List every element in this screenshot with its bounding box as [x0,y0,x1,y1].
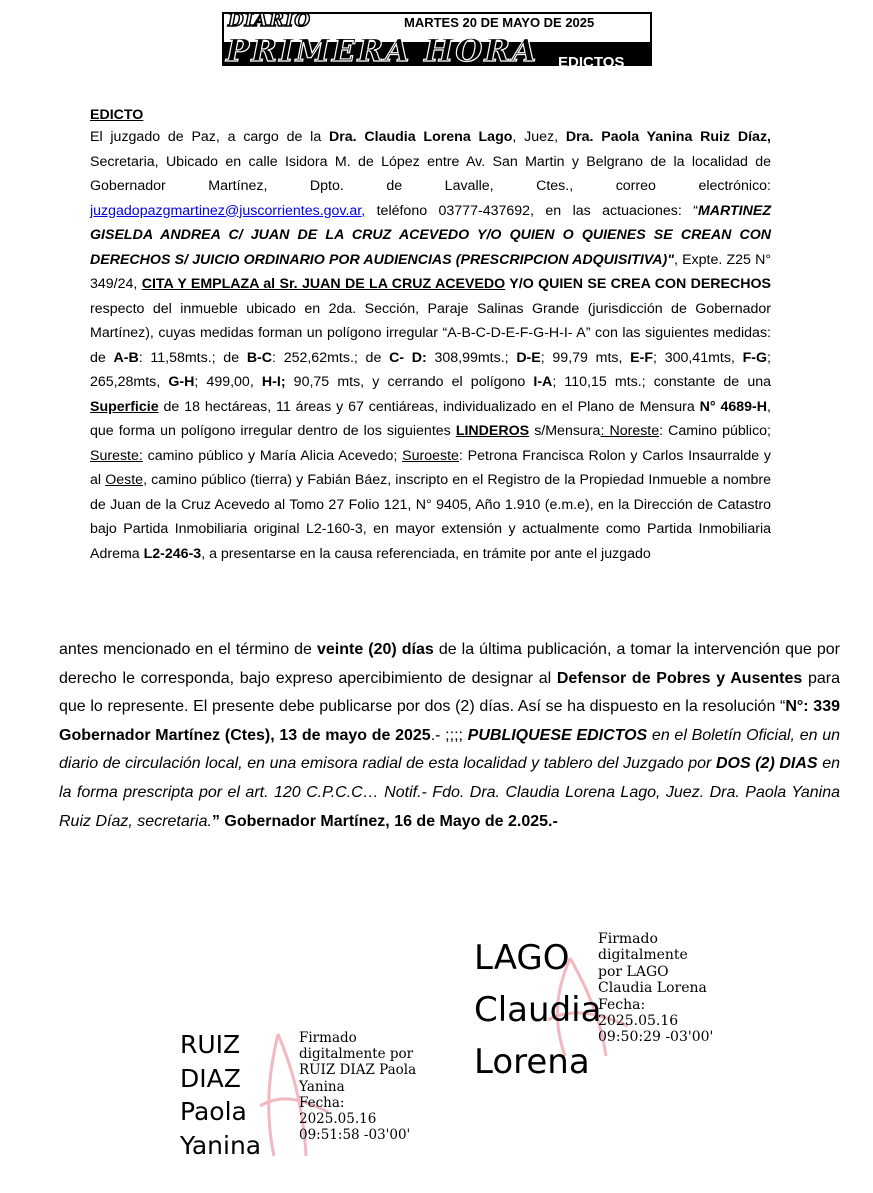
text-run: , Expte. Z25 N° 349/24, [90,251,772,292]
dos-dias-label: DOS (2) DIAS [715,755,818,773]
cita-emplaza: CITA Y EMPLAZA al Sr. JUAN DE LA CRUZ ACEVEDO [141,276,506,292]
text-run: Secretaria, Ubicado en calle Isidora M. de López entre Av. San Martin y Belgrano de la localidad de Gobernador Martínez, Dpto. de Lavalle, Ctes., correo electrónico: [90,153,771,194]
measure-label: A-B [113,349,139,366]
text-run: camino público y María Alicia Acevedo; [142,447,403,464]
defensor-label: Defensor de Pobres y Ausentes [556,669,803,687]
plano-number: N° 4689-H [699,398,768,415]
text-run: ; 300,41mts, [653,349,743,366]
text-run: ; 110,15 mts.; constante de una [552,374,771,390]
text-run: , que forma un polígono irregular dentro de los siguientes [90,398,771,439]
yo-quien: Y/O QUIEN SE CREA CON DERECHOS [505,276,771,292]
oeste-label: Oeste [105,472,144,488]
text-run: , camino público (tierra) y Fabián Báez, inscripto en el Registro de la Propiedad Inmueble a nombre de Juan de la Cruz Acevedo al Tomo 27 Folio 121, N° 9405, Año 1.910 (e.m.e), en la Dirección de Catastro bajo Partida Inmobiliaria original L2-160-3, en mayor extensión y actualmente como Partida Inmobiliaria Adrema [90,472,772,562]
measure-label: E-F [630,349,654,366]
text-run: s/Mensura [529,423,601,439]
text-run: , a presentarse en la causa referenciada, en trámite por ante el juzgado [201,545,651,562]
signature-details: Firmado digitalmente por RUIZ DIAZ Paola Yanina Fecha: 2025.05.16 09:51:58 -03'00' [299,1030,417,1144]
signature-ruiz-diaz [178,1028,438,1168]
text-run: ; 265,28mts, [90,349,771,390]
adrema-number: L2-246-3 [143,545,202,562]
case-title: MARTINEZ GISELDA ANDREA C/ JUAN DE LA CRUZ ACEVEDO Y/O QUIEN O QUIENES SE CREAN CON DERECHOS S/ JUICIO ORDINARIO POR AUDIENCIAS (PRESCRIPCION ADQUISITIVA)" [90,202,771,268]
measure-label: F-G [742,349,768,366]
measure-label: I-A [533,374,553,390]
noreste-label: : Noreste [600,423,660,439]
text-run: diario de circulación local, en una emisora radial de esta localidad y tablero del Juzgado por [59,755,716,773]
text-run: en el Boletín Oficial, en un [647,726,840,744]
edict-body-large [59,636,840,836]
text-run: : Camino público; [659,423,772,439]
signer-name: RUIZ DIAZ Paola Yanina [180,1030,262,1160]
signature-details: Firmado digitalmente por LAGO Claudia Lorena Fecha: 2025.05.16 09:50:29 -03'00' [598,931,714,1046]
text-run: El juzgado de Paz, a cargo de la [90,129,329,145]
text-run: 308,99mts.; [426,349,517,366]
measure-label: G-H [168,374,195,390]
text-run: en la forma prescripta por el art. 120 C.P.C.C… Notif.- Fdo. Dra. Claudia Lorena Lago [59,755,840,801]
sureste-label: Sureste: [90,447,143,464]
text-run: para que lo represente. El presente debe publicarse por dos (2) días. Así se ha dispuesto en la resolución “ [59,669,841,716]
linderos-label: LINDEROS [455,423,530,439]
measure-label: C- D: [389,349,427,366]
text-run: de 18 hectáreas, 11 áreas y 67 centiáreas, individualizado en el Plano de Mensura [158,398,700,415]
edict-title: EDICTO [90,107,144,123]
text-run: antes mencionado en el término de [59,641,317,658]
text-run: .- ;;;; [430,726,468,744]
text-run: : 11,58mts.; de [138,349,247,366]
text-run: de la última publicación, a tomar la intervención que por derecho le corresponda, bajo expreso apercibimiento de designar al [59,641,841,687]
judge-name: Dra. Claudia Lorena Lago [329,129,513,145]
edict-body-small [90,105,771,566]
text-run: ; 99,79 mts, [540,349,631,366]
text-run: , Juez, [512,129,566,145]
edict-paragraph-1 [90,125,771,566]
signer-name: LAGO Claudia Lorena [474,938,602,1082]
signature-lago [470,928,730,1082]
section-label: EDICTOS [558,54,625,71]
issue-date: MARTES 20 DE MAYO DE 2025 [404,15,595,30]
text-run: ; 499,00, [194,374,262,390]
email-link[interactable]: juzgadopazgmartinez@juscorrientes.gov.ar, [90,202,366,219]
measure-label: B-C [246,349,273,366]
closing-line: ” Gobernador Martínez, 16 de Mayo de 2.025.- [211,812,558,830]
logo-primera-hora: PRIMERA HORA [226,33,539,69]
suroeste-label: Suroeste [402,447,459,464]
newspaper-header [222,10,652,71]
text-run: respecto del inmueble ubicado en 2da. Sección, Paraje Salinas Grande (jurisdicción de Gobernador Martínez), cuyas medidas forman un polígono irregular “A-B-C-D-E-F-G-H-I- A” con las siguientes medidas: de [90,300,771,366]
text-run: : 252,62mts.; de [272,349,390,366]
text-run: teléfono 03777-437692, en las actuaciones: “ [365,202,698,219]
text-run: 90,75 mts, y cerrando el polígono [285,374,534,390]
term-days: veinte (20) días [316,641,434,658]
logo-diario: DIARIO [228,10,312,31]
measure-label: D-E [516,349,541,366]
publiquese-label: PUBLIQUESE EDICTOS [467,726,648,744]
text-run: : Petrona Francisca Rolon y Carlos Insaurralde y al [90,447,772,488]
measure-label: H-I; [261,374,286,390]
text-run: , Juez. Dra. Paola Yanina Ruiz Díaz, secretaria. [59,783,840,830]
edict-paragraph-2 [59,636,840,836]
superficie-label: Superficie [90,398,159,415]
secretary-name: Dra. Paola Yanina Ruiz Díaz, [565,129,771,145]
resolution-ref: N°: 339 Gobernador Martínez (Ctes), 13 de mayo de 2025 [59,698,840,744]
